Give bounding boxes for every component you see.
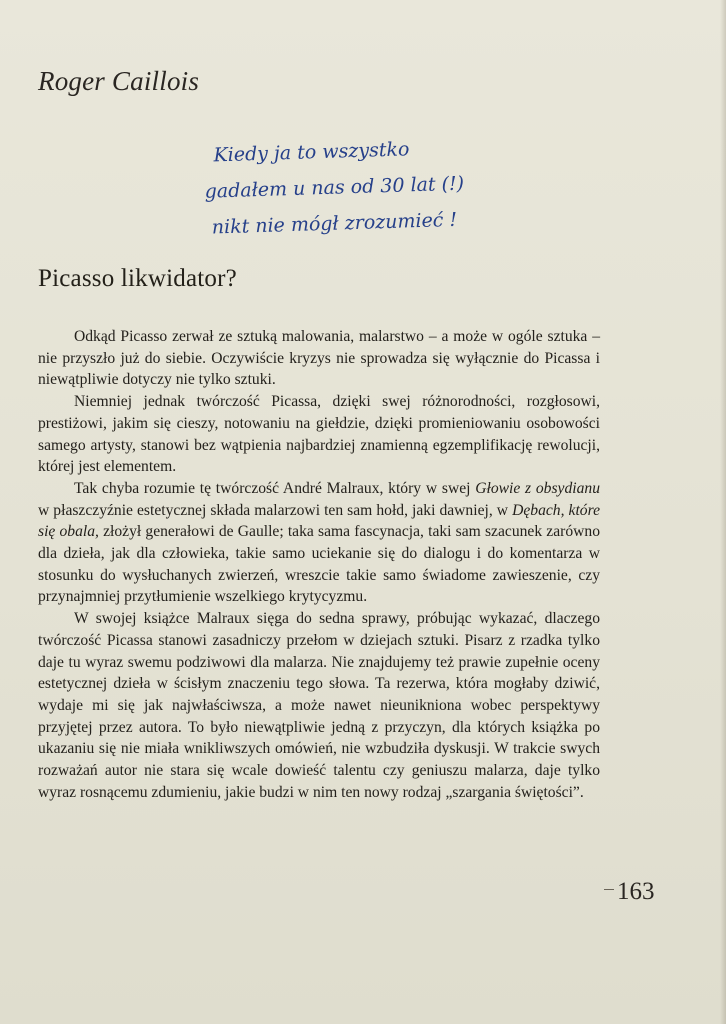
article-title: Picasso likwidator? (38, 265, 237, 292)
paragraph-3-part-1: Tak chyba rozumie tę twórczość André Malraux, który w swej (74, 479, 476, 497)
page-edge-shadow (720, 0, 726, 1024)
margin-tick-mark (604, 889, 614, 890)
paragraph-1: Odkąd Picasso zerwał ze sztuką malowania, malarstwo – a może w ogóle sztuka – nie przyszło już do siebie. Oczywiście kryzys nie sprowadza się wyłącznie do Picassa i niewątpliwie dotyczy nie tylko sztuki. (38, 328, 600, 389)
paragraph-4: W swojej książce Malraux sięga do sedna sprawy, próbując wykazać, dlaczego twórczość Picassa stanowi zasadniczy przełom w dziejach sztuki. Pisarz z rzadka tylko daje tu wyraz swemu podziwowi dla malarza. Nie znajdujemy też prawie zupełnie oceny estetycznej dzieła w ścisłym znaczeniu tego słowa. Ta rezerwa, która mogłaby dziwić, wydaje mi się jak najwłaściwsza, a może nawet nieunikniona wobec perspektywy przyjętej przez autora. To było niewątpliwie jedną z przyczyn, dla których książka po ukazaniu się nie miała wnikliwszych omówień, nie wzbudziła dyskusji. W trakcie swych rozważań autor nie stara się wcale dowieść talentu czy geniuszu malarza, daje tylko wyraz rosnącemu zdumieniu, jakie budzi w nim ten nowy rodzaj „szargania świętości”. (38, 610, 600, 801)
article-body (38, 326, 600, 803)
paragraph-3-part-3: złożył generałowi de Gaulle; taka sama fascynacja, taki sam szacunek zarówno dla dzieła, jak dla człowieka, takie samo uciekanie się do dialogu i do komentarza w stosunku do wysłuchanych zwierzeń, wreszcie takie samo świadome zawieszenie, czy przynajmniej przytłumienie wszelkiego krytycyzmu. (38, 523, 600, 606)
handwritten-line-3: nikt nie mógł zrozumieć ! (211, 208, 458, 239)
paragraph-2: Niemniej jednak twórczość Picassa, dzięki swej różnorodności, rozgłosowi, prestiżowi, jakim się cieszy, notowaniu na giełdzie, dzięki promieniowaniu osobowości samego artysty, stanowi bez wątpienia najbardziej znamienną egzemplifikację rewolucji, której jest elementem. (38, 393, 600, 476)
author-name: Roger Caillois (38, 66, 200, 96)
paragraph-3 (38, 478, 600, 608)
page-number: 163 (617, 878, 655, 905)
handwritten-line-2: gadałem u nas od 30 lat (!) (204, 172, 465, 203)
handwritten-note (195, 126, 578, 246)
book-title-deby: Dębach, które się obala, (38, 501, 600, 541)
paragraph-3-part-2: w płaszczyźnie estetycznej składa malarzowi ten sam hołd, jaki dawniej, w (38, 501, 513, 519)
handwritten-line-1: Kiedy ja to wszystko (213, 138, 410, 167)
book-title-glowie-z-obsydianu: Głowie z obsydianu (475, 479, 600, 497)
